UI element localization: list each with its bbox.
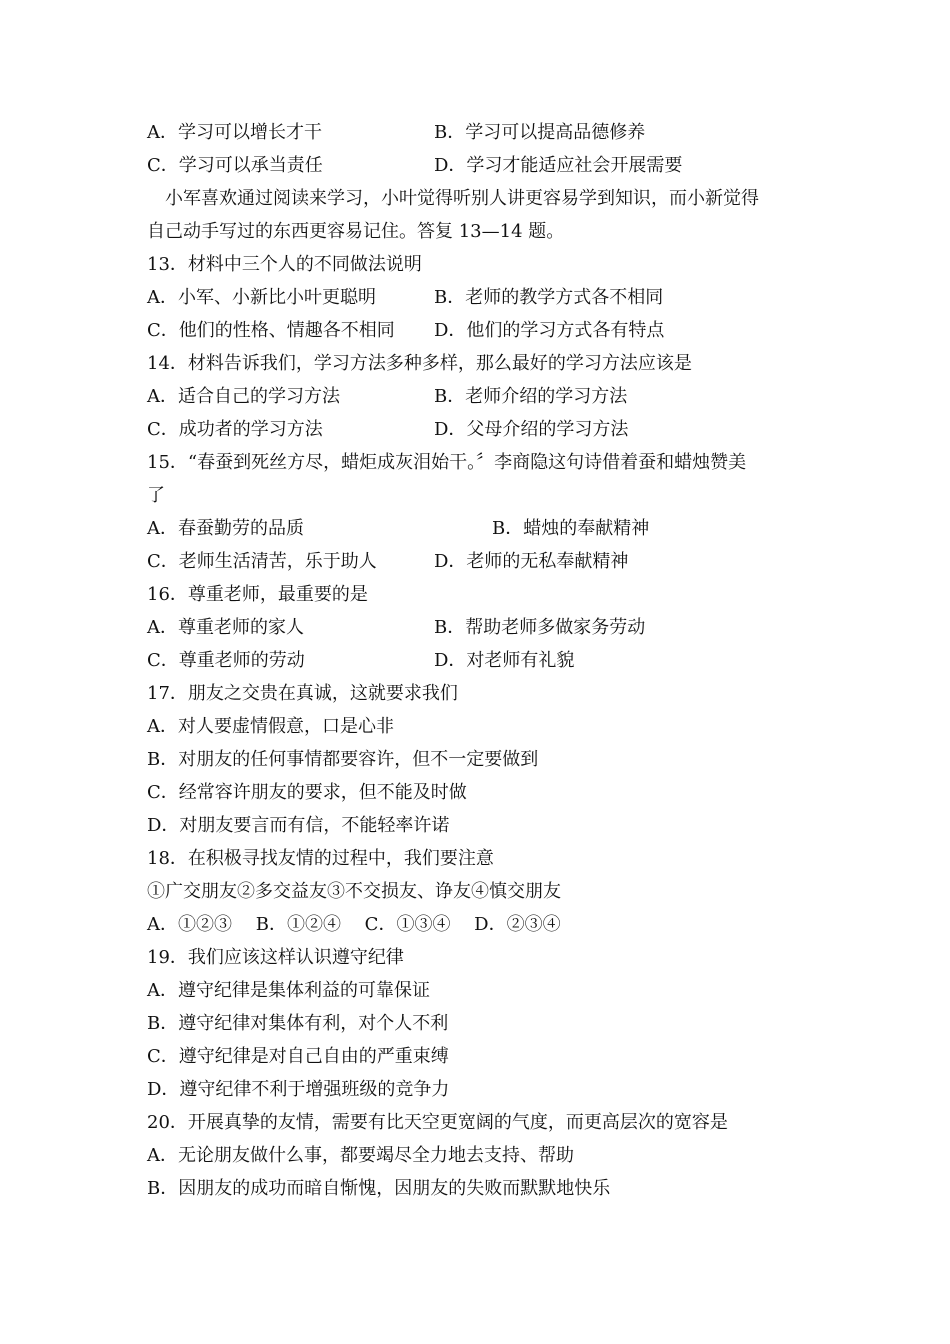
q12-options-row-1 bbox=[147, 116, 827, 149]
q16-option-b: B．帮助老师多做家务劳动 bbox=[434, 617, 646, 638]
q16-options-row-1 bbox=[147, 611, 827, 644]
q15-options-row-1 bbox=[147, 512, 827, 545]
q17-option-b: B．对朋友的任何事情都要容许，但不一定要做到 bbox=[147, 749, 539, 770]
q16-option-d: D．对老师有礼貌 bbox=[434, 650, 575, 671]
q19-option-a: A．遵守纪律是集体利益的可靠保证 bbox=[147, 980, 430, 1001]
q13-options-row-1 bbox=[147, 281, 827, 314]
material-line-1: 小军喜欢通过阅读来学习，小叶觉得听别人讲更容易学到知识，而小新觉得 bbox=[165, 188, 759, 209]
q15-option-b: B．蜡烛的奉献精神 bbox=[492, 518, 650, 539]
q19-stem: 19．我们应该这样认识遵守纪律 bbox=[147, 947, 404, 968]
q15-option-d: D．老师的无私奉献精神 bbox=[434, 551, 629, 572]
q19-option-d: D．遵守纪律不利于增强班级的竞争力 bbox=[147, 1079, 450, 1100]
q17-option-c: C．经常容许朋友的要求，但不能及时做 bbox=[147, 782, 467, 803]
q14-option-a: A．适合自己的学习方法 bbox=[147, 386, 340, 407]
q15-options-row-2 bbox=[147, 545, 827, 578]
q12-option-c: C．学习可以承当责任 bbox=[147, 155, 323, 176]
q13-option-b: B．老师的教学方式各不相同 bbox=[434, 287, 664, 308]
q14-stem: 14．材料告诉我们，学习方法多种多样，那么最好的学习方法应该是 bbox=[147, 353, 692, 374]
q12-options-row-2 bbox=[147, 149, 827, 182]
q12-option-a: A．学习可以增长才干 bbox=[147, 122, 322, 143]
q13-stem: 13．材料中三个人的不同做法说明 bbox=[147, 254, 422, 275]
q12-option-b: B．学习可以提高品德修养 bbox=[434, 122, 646, 143]
q18-stem: 18．在积极寻找友情的过程中，我们要注意 bbox=[147, 848, 494, 869]
q20-option-a: A．无论朋友做什么事，都要竭尽全力地去支持、帮助 bbox=[147, 1145, 574, 1166]
q18-options: A．①②③ B．①②④ C．①③④ D．②③④ bbox=[147, 914, 561, 935]
material-line-2: 自己动手写过的东西更容易记住。答复 13—14 题。 bbox=[147, 221, 565, 242]
q12-option-d: D．学习才能适应社会开展需要 bbox=[434, 155, 683, 176]
q16-stem: 16．尊重老师，最重要的是 bbox=[147, 584, 368, 605]
q20-option-b: B．因朋友的成功而暗自惭愧，因朋友的失败而默默地快乐 bbox=[147, 1178, 611, 1199]
q16-option-c: C．尊重老师的劳动 bbox=[147, 650, 305, 671]
q13-option-d: D．他们的学习方式各有特点 bbox=[434, 320, 665, 341]
q13-option-a: A．小军、小新比小叶更聪明 bbox=[147, 287, 376, 308]
q17-stem: 17．朋友之交贵在真诚，这就要求我们 bbox=[147, 683, 458, 704]
q14-option-d: D．父母介绍的学习方法 bbox=[434, 419, 629, 440]
q16-option-a: A．尊重老师的家人 bbox=[147, 617, 304, 638]
q15-stem-line-1: 15．“春蚕到死丝方尽，蜡炬成灰泪始干。〞李商隐这句诗借着蚕和蜡烛赞美 bbox=[147, 452, 747, 473]
q18-items: ①广交朋友②多交益友③不交损友、诤友④慎交朋友 bbox=[147, 881, 561, 902]
q14-option-c: C．成功者的学习方法 bbox=[147, 419, 323, 440]
q17-option-d: D．对朋友要言而有信，不能轻率许诺 bbox=[147, 815, 450, 836]
q15-option-c: C．老师生活清苦，乐于助人 bbox=[147, 551, 377, 572]
q16-options-row-2 bbox=[147, 644, 827, 677]
q19-option-b: B．遵守纪律对集体有利，对个人不利 bbox=[147, 1013, 449, 1034]
q19-option-c: C．遵守纪律是对自己自由的严重束缚 bbox=[147, 1046, 449, 1067]
q15-option-a: A．春蚕勤劳的品质 bbox=[147, 518, 304, 539]
q13-options-row-2 bbox=[147, 314, 827, 347]
q15-stem-line-2: 了 bbox=[147, 485, 165, 506]
q14-options-row-2 bbox=[147, 413, 827, 446]
q20-stem: 20．开展真挚的友情，需要有比天空更宽阔的气度，而更高层次的宽容是 bbox=[147, 1112, 728, 1133]
q14-option-b: B．老师介绍的学习方法 bbox=[434, 386, 628, 407]
q14-options-row-1 bbox=[147, 380, 827, 413]
q17-option-a: A．对人要虚情假意，口是心非 bbox=[147, 716, 394, 737]
q13-option-c: C．他们的性格、情趣各不相同 bbox=[147, 320, 395, 341]
